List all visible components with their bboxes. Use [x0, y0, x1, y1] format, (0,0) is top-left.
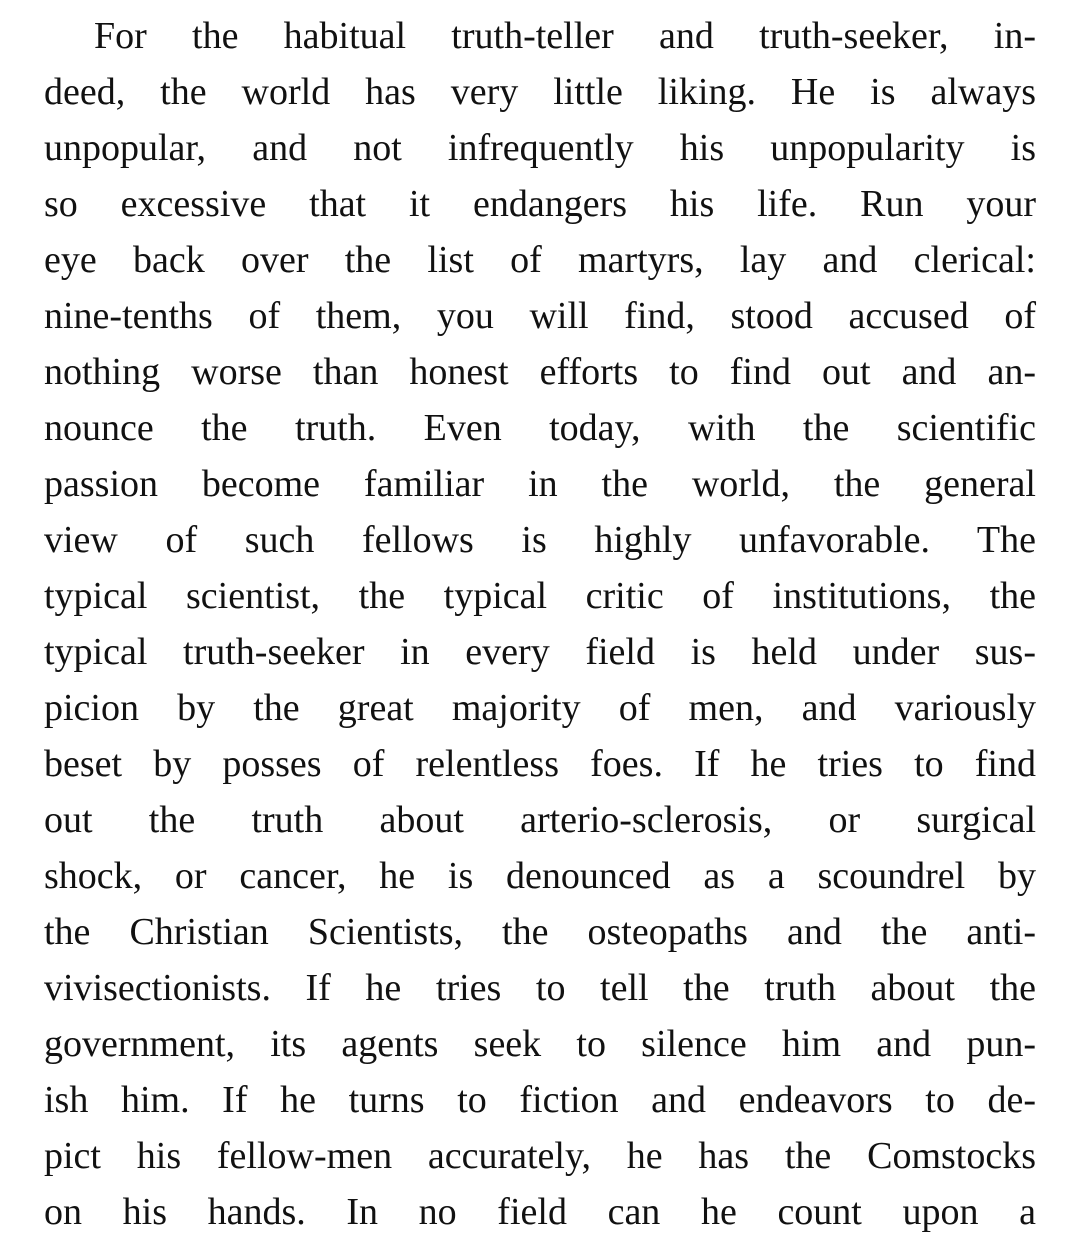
text-line: nothing worse than honest efforts to find out and an- [44, 351, 1036, 393]
text-line: government, its agents seek to silence him and pun- [44, 1023, 1036, 1065]
text-line: beset by posses of relentless foes. If he tries to find [44, 743, 1036, 785]
text-line: ish him. If he turns to fiction and endeavors to de- [44, 1079, 1036, 1121]
text-line: For the habitual truth-teller and truth-seeker, in- [94, 15, 1036, 57]
text-line: on his hands. In no field can he count upon a [44, 1191, 1036, 1233]
text-line: typical scientist, the typical critic of institutions, the [44, 575, 1036, 617]
text-line: typical truth-seeker in every field is held under sus- [44, 631, 1036, 673]
text-line: vivisectionists. If he tries to tell the truth about the [44, 967, 1036, 1009]
text-line: picion by the great majority of men, and variously [44, 687, 1036, 729]
text-line: unpopular, and not infrequently his unpopularity is [44, 127, 1036, 169]
text-line: eye back over the list of martyrs, lay and clerical: [44, 239, 1036, 281]
text-line: deed, the world has very little liking. He is always [44, 71, 1036, 113]
text-line: passion become familiar in the world, the general [44, 463, 1036, 505]
text-line: out the truth about arterio-sclerosis, or surgical [44, 799, 1036, 841]
text-line: nounce the truth. Even today, with the scientific [44, 407, 1036, 449]
text-line: so excessive that it endangers his life. Run your [44, 183, 1036, 225]
text-page [44, 8, 1036, 1248]
text-line: nine-tenths of them, you will find, stood accused of [44, 295, 1036, 337]
text-line: view of such fellows is highly unfavorable. The [44, 519, 1036, 561]
text-line: the Christian Scientists, the osteopaths and the anti- [44, 911, 1036, 953]
text-line: shock, or cancer, he is denounced as a scoundrel by [44, 855, 1036, 897]
text-line: pict his fellow-men accurately, he has the Comstocks [44, 1135, 1036, 1177]
